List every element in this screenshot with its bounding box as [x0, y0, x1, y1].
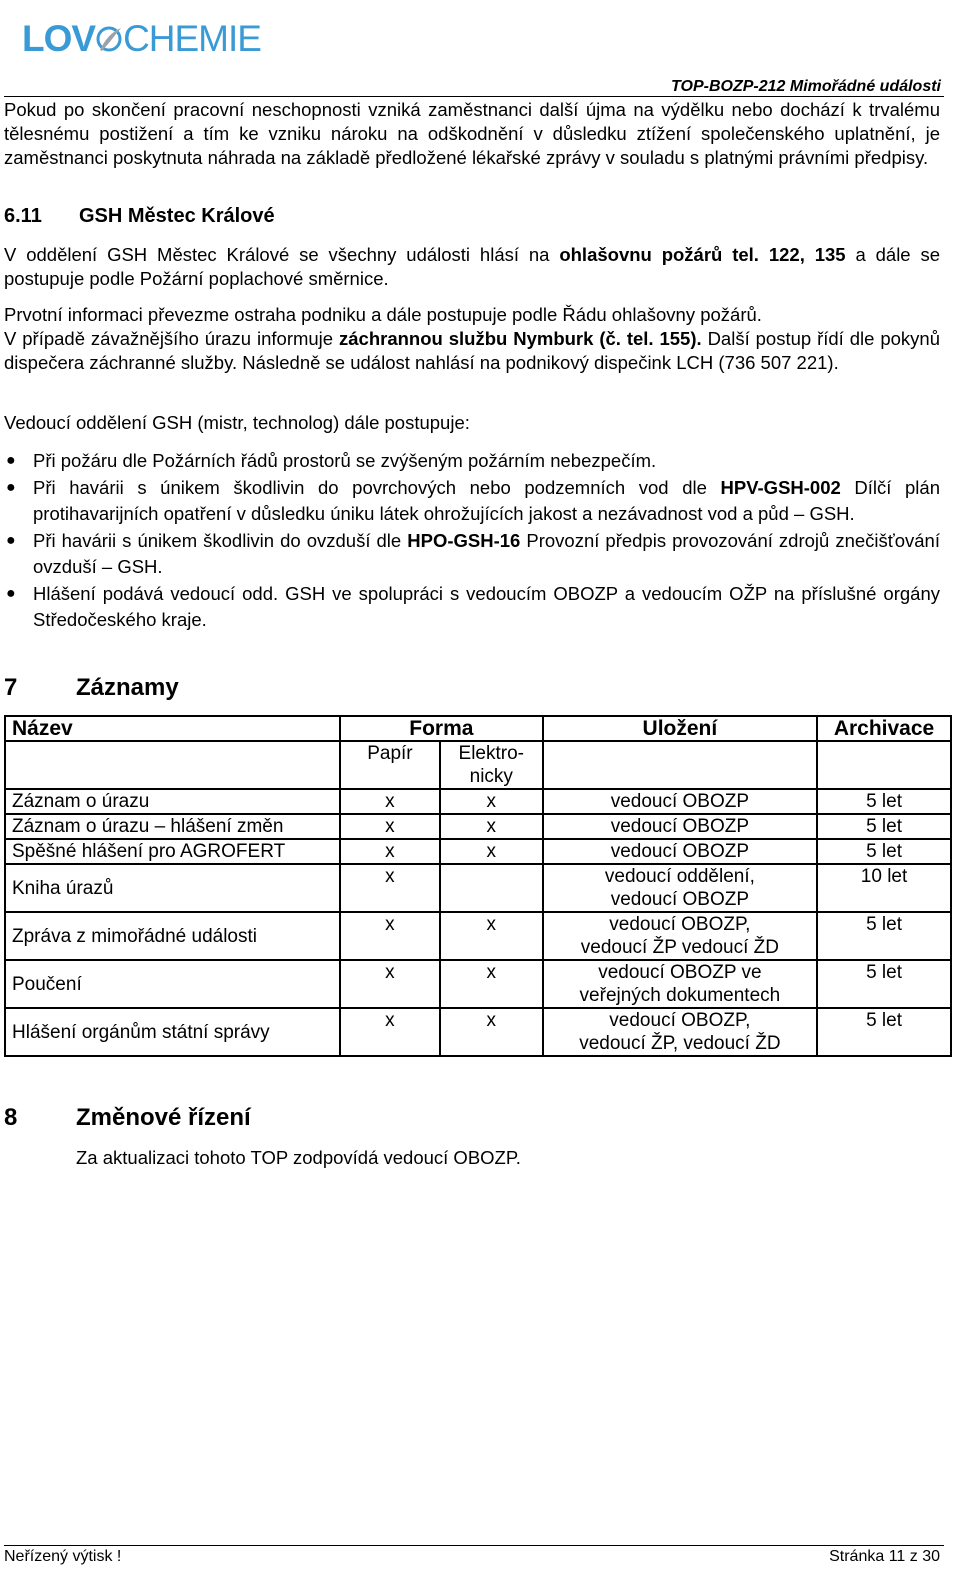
paragraph-reporting — [4, 243, 940, 291]
cell-paper: x — [340, 839, 440, 864]
cell-paper: x — [340, 789, 440, 814]
paragraph-injury — [4, 327, 940, 375]
table-row — [5, 912, 951, 960]
cell-archive: 5 let — [817, 1008, 951, 1056]
cell-electronic: x — [440, 1008, 543, 1056]
table-header-row — [5, 716, 951, 741]
cell-storage: vedoucí OBOZP — [543, 839, 817, 864]
list-item-text: Hlášení podává vedoucí odd. GSH ve spolupráci s vedoucím OBOZP a vedoucím OŽP na příslušné orgány Středočeského kraje. — [33, 583, 940, 630]
logo-text-lov: LOV — [22, 17, 96, 59]
logo-leaf-icon — [96, 23, 122, 53]
cell-paper: x — [340, 1008, 440, 1056]
footer-divider — [4, 1545, 944, 1546]
section-number: 6.11 — [4, 205, 42, 227]
cell-electronic: x — [440, 912, 543, 960]
table-row — [5, 864, 951, 912]
table-row — [5, 839, 951, 864]
list-item-text: Provozní předpis provozování zdrojů znečišťování ovzduší – GSH. — [33, 530, 940, 577]
cell-storage: vedoucí OBOZP ve veřejných dokumentech — [543, 960, 817, 1008]
cell-electronic — [440, 864, 543, 912]
logo-text-chemie: CHEMIE — [123, 17, 261, 59]
bullet-icon: ● — [6, 479, 16, 496]
fire-hotline-bold: ohlašovnu požárů tel. 122, 135 — [559, 244, 846, 265]
header-divider — [4, 96, 944, 97]
cell-name: Spěšné hlášení pro AGROFERT — [5, 839, 340, 864]
document-code: HPV-GSH-002 — [720, 477, 841, 498]
cell-electronic: x — [440, 839, 543, 864]
section-heading-8 — [4, 1104, 251, 1132]
list-item-text: Při požáru dle Požárních řádů prostorů se zvýšeným požárním nebezpečím. — [33, 450, 657, 471]
cell-paper: x — [340, 864, 440, 912]
cell-name: Záznam o úrazu – hlášení změn — [5, 814, 340, 839]
procedure-list — [4, 448, 940, 633]
bullet-icon: ● — [6, 532, 16, 549]
table-cell — [5, 741, 340, 789]
section-number: 7 — [4, 674, 18, 701]
cell-storage: vedoucí OBOZP, vedoucí ŽP vedoucí ŽD — [543, 912, 817, 960]
cell-electronic: x — [440, 960, 543, 1008]
cell-archive: 5 let — [817, 814, 951, 839]
cell-storage: vedoucí OBOZP, vedoucí ŽP, vedoucí ŽD — [543, 1008, 817, 1056]
section-title: Záznamy — [76, 674, 179, 701]
footer-page-number: Stránka 11 z 30 — [829, 1548, 940, 1565]
cell-paper: x — [340, 960, 440, 1008]
list-item — [4, 528, 940, 580]
paragraph-manager-procedure: Vedoucí oddělení GSH (mistr, technolog) dále postupuje: — [4, 412, 470, 433]
paragraph-first-info: Prvotní informaci převezme ostraha podniku a dále postupuje podle Řádu ohlašovny požárů. — [4, 304, 762, 325]
table-subheader-row — [5, 741, 951, 789]
column-header-archive: Archivace — [817, 716, 951, 741]
cell-name: Poučení — [5, 960, 340, 1008]
list-item — [4, 475, 940, 527]
cell-archive: 5 let — [817, 789, 951, 814]
table-row — [5, 789, 951, 814]
section-title: Změnové řízení — [76, 1104, 251, 1131]
text-span: V případě závažnějšího úrazu informuje — [4, 328, 339, 349]
section-number: 8 — [4, 1104, 18, 1131]
intro-paragraph: Pokud po skončení pracovní neschopnosti vzniká zaměstnanci další újma na výdělku nebo dochází k trvalému tělesnému postižení a tím ke vzniku nároku na odškodnění v důsledku ztížení společenského uplatnění, je zaměstnanci poskytnuta náhrada na základě předložené lékařské zprávy v souladu s platnými právními předpisy. — [4, 99, 940, 168]
cell-archive: 5 let — [817, 839, 951, 864]
cell-name: Záznam o úrazu — [5, 789, 340, 814]
section-heading-7 — [4, 674, 179, 702]
table-row — [5, 960, 951, 1008]
table-cell — [817, 741, 951, 789]
cell-electronic: x — [440, 789, 543, 814]
document-reference: TOP-BOZP-212 Mimořádné události — [671, 78, 941, 95]
cell-storage: vedoucí OBOZP — [543, 789, 817, 814]
cell-name: Kniha úrazů — [5, 864, 340, 912]
text-span: a dále se postupuje podle Požární poplachové směrnice. — [4, 244, 940, 289]
company-logo — [22, 16, 261, 60]
text-span: V oddělení GSH Městec Králové se všechny události hlásí na — [4, 244, 560, 265]
list-item-text: Při havárii s únikem škodlivin do ovzduší dle — [33, 530, 408, 551]
cell-paper: x — [340, 814, 440, 839]
list-item — [4, 448, 940, 474]
document-code: HPO-GSH-16 — [407, 530, 521, 551]
change-management-text: Za aktualizaci tohoto TOP zodpovídá vedoucí OBOZP. — [76, 1147, 521, 1168]
bullet-icon: ● — [6, 452, 16, 469]
cell-paper: x — [340, 912, 440, 960]
records-table — [4, 715, 952, 1057]
column-header-electronic: Elektro- nicky — [440, 741, 543, 789]
list-item-text: Při havárii s únikem škodlivin do povrchových nebo podzemních vod dle — [33, 477, 721, 498]
column-header-name: Název — [5, 716, 340, 741]
column-header-paper: Papír — [340, 741, 440, 789]
list-item-text: Dílčí plán protihavarijních opatření v důsledku úniku látek ohrožujících jakost a nezávadnost vod a půd – GSH. — [33, 477, 940, 524]
section-title: GSH Městec Králové — [79, 205, 275, 227]
cell-archive: 10 let — [817, 864, 951, 912]
section-heading-6-11 — [4, 205, 275, 228]
footer-uncontrolled-copy: Neřízený výtisk ! — [4, 1548, 122, 1565]
cell-storage: vedoucí oddělení, vedoucí OBOZP — [543, 864, 817, 912]
list-item — [4, 581, 940, 633]
cell-storage: vedoucí OBOZP — [543, 814, 817, 839]
bullet-icon: ● — [6, 585, 16, 602]
cell-archive: 5 let — [817, 960, 951, 1008]
cell-electronic: x — [440, 814, 543, 839]
cell-name: Zpráva z mimořádné události — [5, 912, 340, 960]
rescue-service-bold: záchrannou službu Nymburk (č. tel. 155). — [339, 328, 702, 349]
cell-name: Hlášení orgánům státní správy — [5, 1008, 340, 1056]
cell-archive: 5 let — [817, 912, 951, 960]
table-cell — [543, 741, 817, 789]
text-span: Další postup řídí dle pokynů dispečera záchranné služby. Následně se událost nahlásí na podnikový dispečink LCH (736 507 221). — [4, 328, 940, 373]
table-row — [5, 814, 951, 839]
table-row — [5, 1008, 951, 1056]
column-header-storage: Uložení — [543, 716, 817, 741]
column-header-form: Forma — [340, 716, 543, 741]
